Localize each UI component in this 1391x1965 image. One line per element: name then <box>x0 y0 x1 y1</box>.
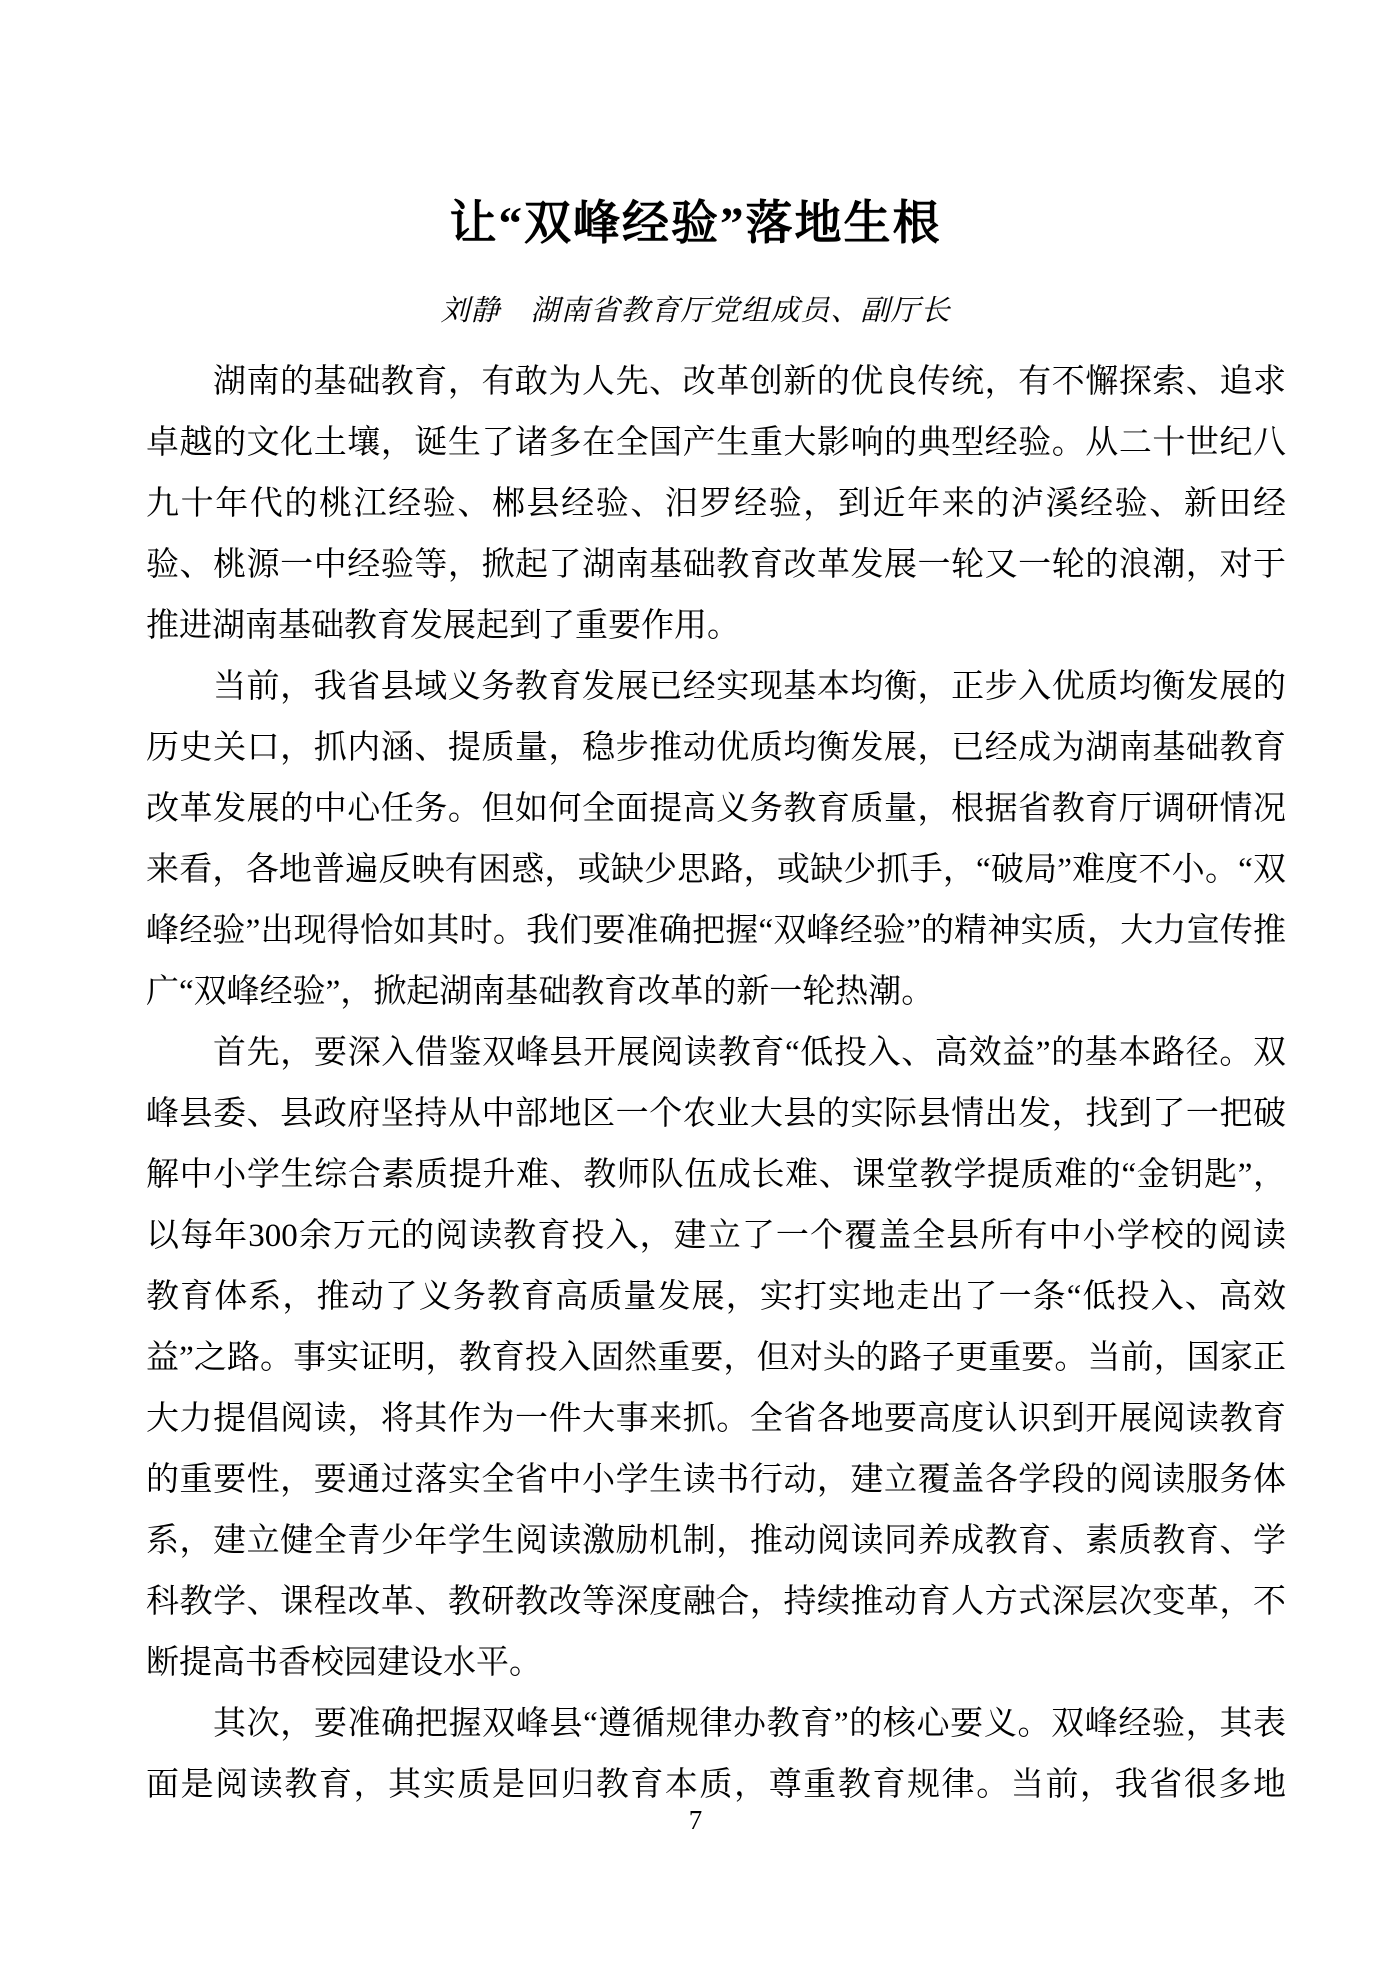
body-line: 教育体系，推动了义务教育高质量发展，实打实地走出了一条“低投入、高效 <box>146 1279 1286 1315</box>
body-line: 科教学、课程改革、教研教改等深度融合，持续推动育人方式深层次变革，不 <box>146 1584 1286 1620</box>
document-body <box>146 352 1286 1816</box>
body-line: 其次，要准确把握双峰县“遵循规律办教育”的核心要义。双峰经验，其表 <box>213 1706 1286 1742</box>
body-line: 断提高书香校园建设水平。 <box>146 1645 542 1681</box>
paragraph-3 <box>146 1023 1286 1694</box>
body-line: 的重要性，要通过落实全省中小学生读书行动，建立覆盖各学段的阅读服务体 <box>146 1462 1286 1498</box>
body-line: 以每年300余万元的阅读教育投入，建立了一个覆盖全县所有中小学校的阅读 <box>146 1218 1286 1254</box>
body-line: 首先，要深入借鉴双峰县开展阅读教育“低投入、高效益”的基本路径。双 <box>213 1035 1286 1071</box>
body-line: 当前，我省县域义务教育发展已经实现基本均衡，正步入优质均衡发展的 <box>213 669 1286 705</box>
body-line: 系，建立健全青少年学生阅读激励机制，推动阅读同养成教育、素质教育、学 <box>146 1523 1286 1559</box>
body-line: 峰经验”出现得恰如其时。我们要准确把握“双峰经验”的精神实质，大力宣传推 <box>146 913 1286 949</box>
body-line: 来看，各地普遍反映有困惑，或缺少思路，或缺少抓手，“破局”难度不小。“双 <box>146 852 1286 888</box>
body-line: 卓越的文化土壤，诞生了诸多在全国产生重大影响的典型经验。从二十世纪八 <box>146 425 1286 461</box>
body-line: 大力提倡阅读，将其作为一件大事来抓。全省各地要高度认识到开展阅读教育 <box>146 1401 1286 1437</box>
body-line: 广“双峰经验”，掀起湖南基础教育改革的新一轮热潮。 <box>146 974 935 1010</box>
body-line: 湖南的基础教育，有敢为人先、改革创新的优良传统，有不懈探索、追求 <box>213 364 1286 400</box>
body-line: 益”之路。事实证明，教育投入固然重要，但对头的路子更重要。当前，国家正 <box>146 1340 1286 1376</box>
body-line: 九十年代的桃江经验、郴县经验、汨罗经验，到近年来的泸溪经验、新田经 <box>146 486 1286 522</box>
paragraph-4 <box>146 1694 1286 1816</box>
author-byline: 刘静 湖南省教育厅党组成员、副厅长 <box>440 295 951 327</box>
body-line: 改革发展的中心任务。但如何全面提高义务教育质量，根据省教育厅调研情况 <box>146 791 1286 827</box>
body-line: 解中小学生综合素质提升难、教师队伍成长难、课堂教学提质难的“金钥匙”， <box>146 1157 1286 1193</box>
body-line: 峰县委、县政府坚持从中部地区一个农业大县的实际县情出发，找到了一把破 <box>146 1096 1286 1132</box>
body-line: 验、桃源一中经验等，掀起了湖南基础教育改革发展一轮又一轮的浪潮，对于 <box>146 547 1286 583</box>
paragraph-2 <box>146 657 1286 1023</box>
page-title: 让“双峰经验”落地生根 <box>449 198 942 250</box>
page-number: 7 <box>688 1805 703 1835</box>
paragraph-1 <box>146 352 1286 657</box>
body-line: 历史关口，抓内涵、提质量，稳步推动优质均衡发展，已经成为湖南基础教育 <box>146 730 1286 766</box>
body-line: 面是阅读教育，其实质是回归教育本质，尊重教育规律。当前，我省很多地 <box>146 1767 1286 1803</box>
body-line: 推进湖南基础教育发展起到了重要作用。 <box>146 608 740 644</box>
